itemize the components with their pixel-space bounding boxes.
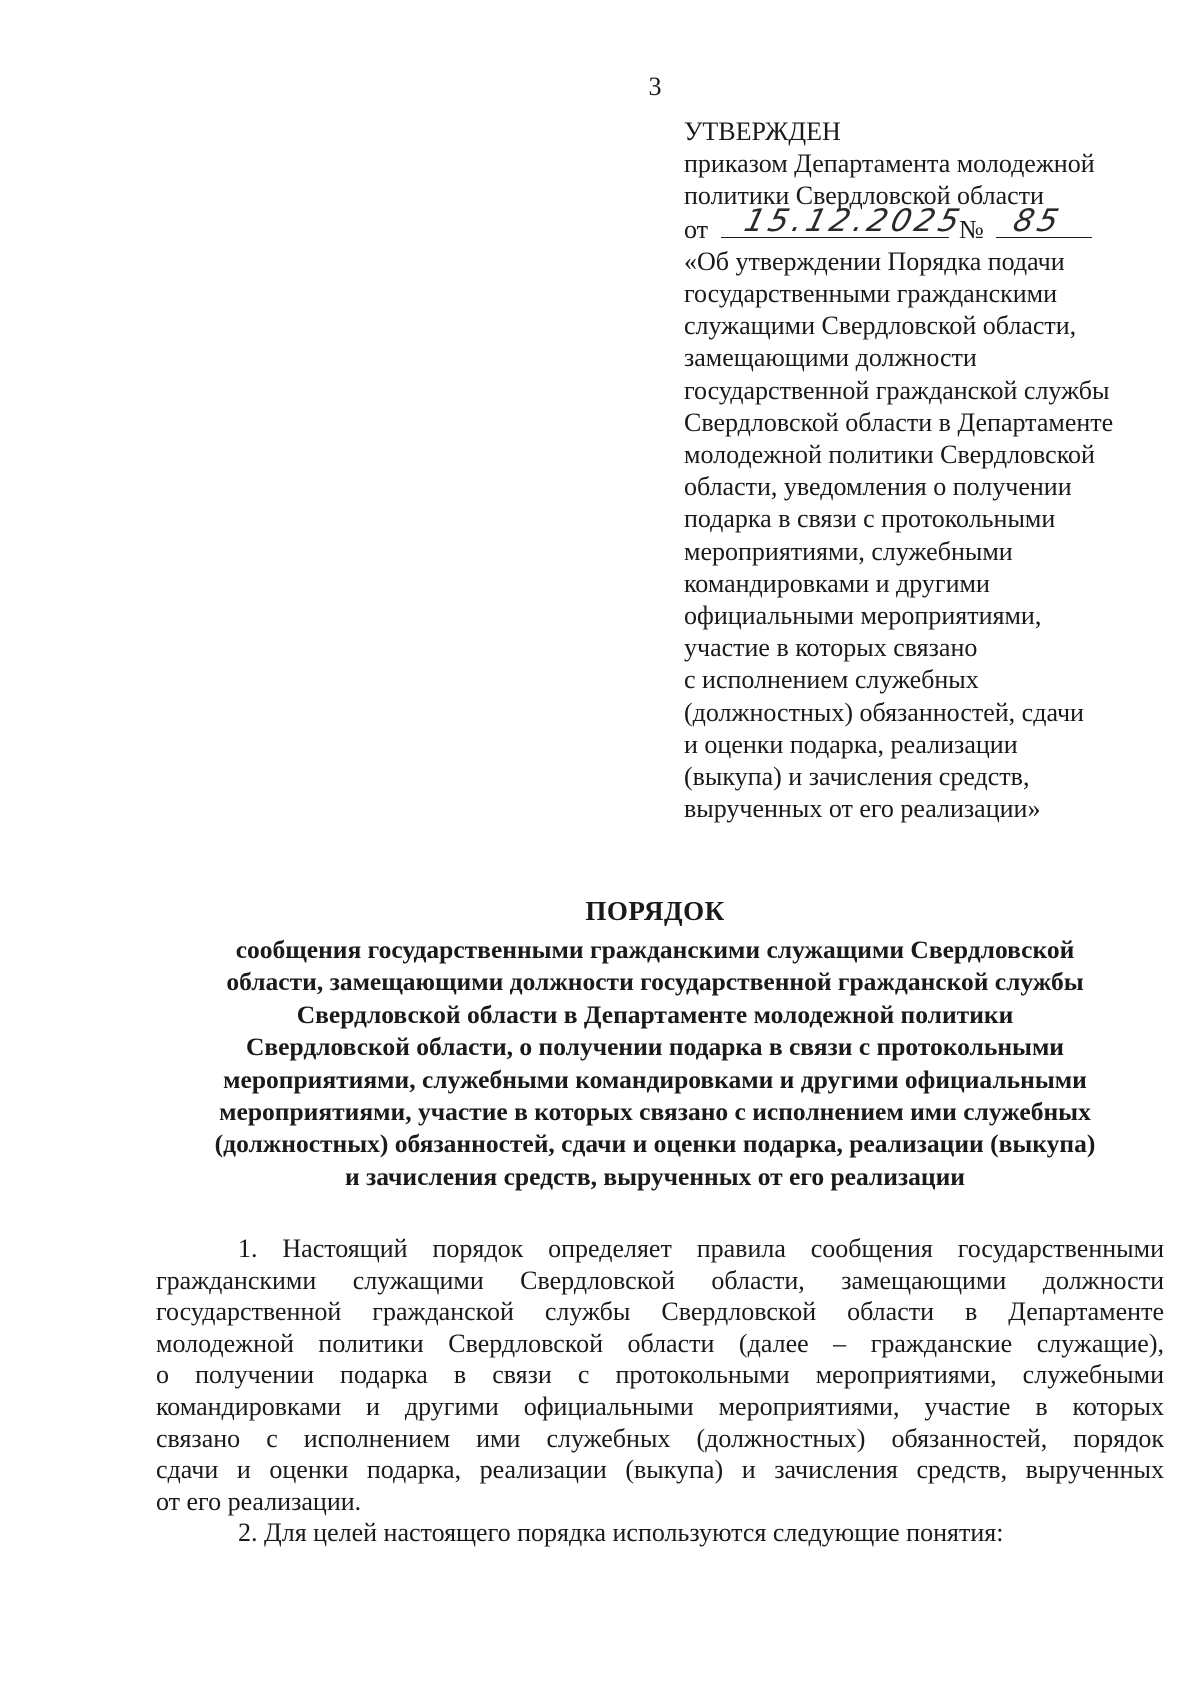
approval-subject-line: молодежной политики Свердловской (684, 440, 1095, 470)
date-field (721, 202, 967, 239)
subtitle-line: Свердловской области, о получении подарка в связи с протокольными (245, 1032, 1065, 1062)
approval-subject-line: командировками и другими (684, 568, 990, 598)
page-number: 3 (648, 72, 662, 101)
approval-subject-line: мероприятиями, служебными (684, 536, 1013, 566)
paragraph-line: о получении подарка в связи с протокольными мероприятиями, служебными (156, 1360, 1164, 1390)
approval-heading: УТВЕРЖДЕН (684, 117, 841, 146)
approval-subject-line: государственной гражданской службы (684, 375, 1110, 405)
subtitle-line: сообщения государственными гражданскими служащими Свердловской (235, 935, 1075, 964)
paragraph-line: сдачи и оценки подарка, реализации (выкупа) и зачисления средств, вырученных (156, 1455, 1164, 1485)
handwritten-date: 15.12.2025 (740, 202, 967, 239)
approval-subject-line: (должностных) обязанностей, сдачи (684, 697, 1084, 727)
approval-line: приказом Департамента молодежной (684, 149, 1095, 179)
handwritten-number: 85 (1009, 202, 1067, 239)
document-subtitle (160, 934, 1150, 1193)
approval-subject-line: государственными гражданскими (684, 279, 1058, 309)
approval-subject-line: официальными мероприятиями, (684, 601, 1042, 631)
approval-subject-line: подарка в связи с протокольными (684, 504, 1056, 534)
subtitle-line: и зачисления средств, вырученных от его реализации (344, 1161, 965, 1191)
date-prefix: от (684, 214, 709, 244)
subtitle-line: области, замещающими должности государственной гражданской службы (226, 967, 1084, 997)
approval-date-line (684, 202, 1184, 246)
paragraph-1 (156, 1233, 1164, 1517)
number-field (996, 202, 1092, 239)
approval-subject (684, 246, 1184, 826)
approval-subject-line: (выкупа) и зачисления средств, (684, 762, 1030, 792)
paragraph-line: молодежной политики Свердловской области (далее – гражданские служащие), (156, 1328, 1164, 1358)
approval-subject-line: области, уведомления о получении (684, 472, 1072, 502)
paragraph-line: связано с исполнением ими служебных (должностных) обязанностей, порядок (156, 1423, 1164, 1453)
paragraph-2: 2. Для целей настоящего порядка используются следующие понятия: (238, 1518, 1004, 1548)
paragraph-line: 1. Настоящий порядок определяет правила сообщения государственными (238, 1234, 1164, 1263)
subtitle-line: мероприятиями, участие в которых связано с исполнением ими служебных (219, 1097, 1091, 1127)
approval-subject-line: участие в которых связано (684, 633, 978, 663)
paragraph-line: гражданскими служащими Свердловской области, замещающими должности (156, 1265, 1164, 1295)
approval-subject-line: замещающими должности (684, 343, 977, 373)
approval-stamp-block (684, 116, 1184, 825)
number-prefix: № (959, 214, 984, 244)
approval-subject-line: и оценки подарка, реализации (684, 729, 1018, 759)
subtitle-line: (должностных) обязанностей, сдачи и оценки подарка, реализации (выкупа) (214, 1129, 1096, 1159)
approval-subject-line: с исполнением служебных (684, 665, 979, 695)
subtitle-line: Свердловской области в Департаменте молодежной политики (296, 999, 1014, 1029)
document-body (156, 1233, 1164, 1549)
approval-subject-line: Свердловской области в Департаменте (684, 407, 1114, 437)
approval-subject-line: служащими Свердловской области, (684, 311, 1077, 341)
approval-subject-line: вырученных от его реализации» (684, 794, 1041, 824)
approval-line: политики Свердловской области (684, 181, 1044, 211)
paragraph-line: от его реализации. (156, 1486, 362, 1516)
paragraph-line: государственной гражданской службы Свердловской области в Департаменте (156, 1297, 1164, 1327)
approval-subject-line: «Об утверждении Порядка подачи (684, 246, 1065, 276)
paragraph-line: командировками и другими официальными мероприятиями, участие в которых (156, 1391, 1164, 1421)
document-title: ПОРЯДОК (585, 896, 725, 926)
subtitle-line: мероприятиями, служебными командировками и другими официальными (223, 1064, 1087, 1094)
